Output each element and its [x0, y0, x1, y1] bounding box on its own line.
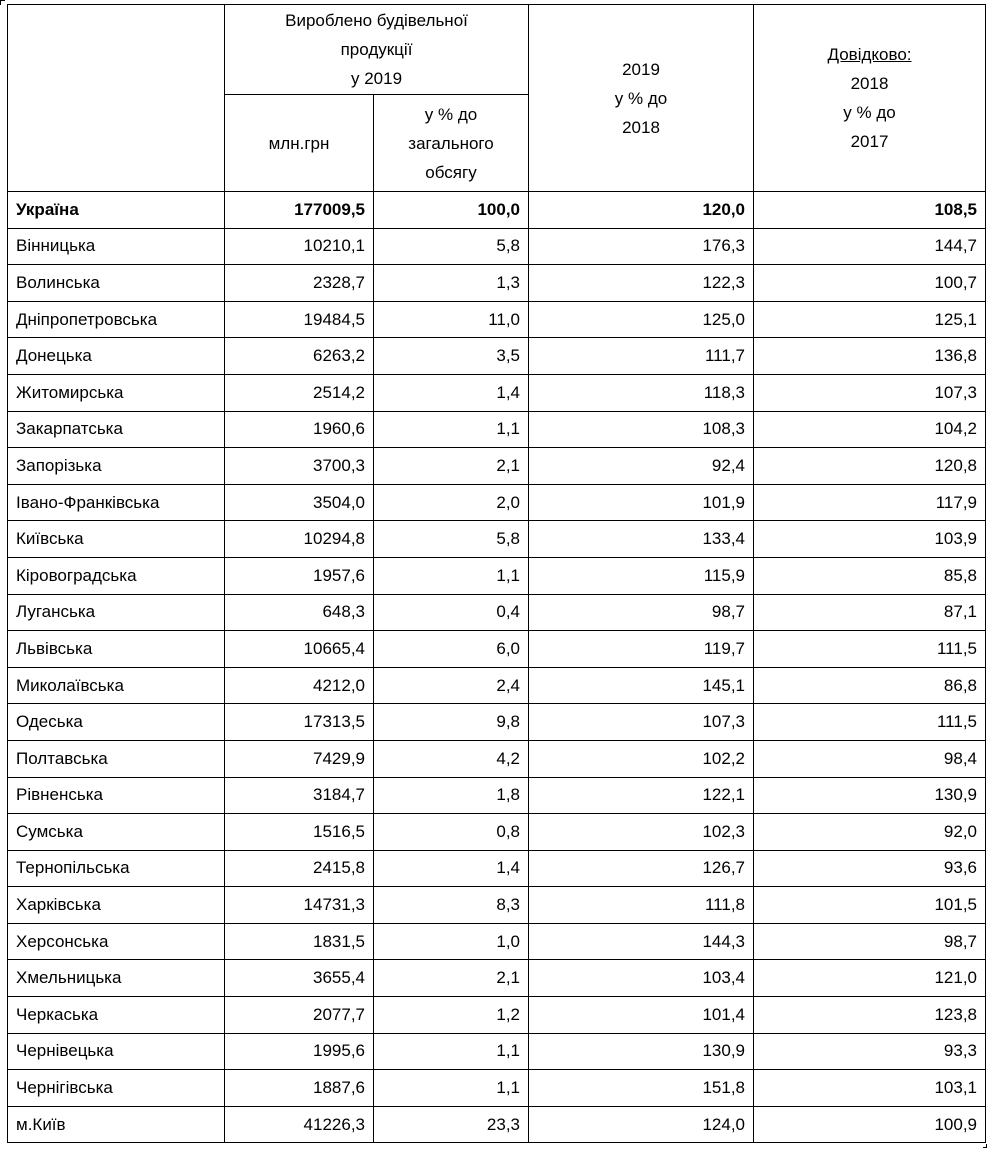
mln-value-cell: 10294,8: [225, 521, 374, 558]
y2019-value-cell: 122,3: [529, 265, 754, 302]
y2018-value-cell: 107,3: [754, 374, 986, 411]
table-row: [8, 265, 986, 302]
y2019-value-cell: 122,1: [529, 777, 754, 814]
y2019-value-cell: 102,3: [529, 814, 754, 851]
y2019-value-cell: 120,0: [529, 192, 754, 229]
mln-value-cell: 10665,4: [225, 631, 374, 668]
region-name-cell: Херсонська: [8, 923, 225, 960]
table-row: [8, 850, 986, 887]
table-row: [8, 557, 986, 594]
share-value-cell: 100,0: [374, 192, 529, 229]
share-value-cell: 0,4: [374, 594, 529, 631]
table-row: [8, 594, 986, 631]
mln-header: [225, 95, 374, 192]
mln-value-cell: 41226,3: [225, 1106, 374, 1143]
share-value-cell: 4,2: [374, 740, 529, 777]
produced-header-line: продукції: [340, 40, 413, 59]
share-value-cell: 2,0: [374, 484, 529, 521]
table-row-total: [8, 192, 986, 229]
y2018-value-cell: 144,7: [754, 228, 986, 265]
region-name-cell: Житомирська: [8, 374, 225, 411]
table-row: [8, 667, 986, 704]
table-row: [8, 448, 986, 485]
share-value-cell: 1,8: [374, 777, 529, 814]
table-row: [8, 923, 986, 960]
mln-value-cell: 3504,0: [225, 484, 374, 521]
y2018-value-cell: 87,1: [754, 594, 986, 631]
table-row: [8, 228, 986, 265]
reference-header-line: 2017: [850, 132, 889, 151]
y2018-value-cell: 86,8: [754, 667, 986, 704]
produced-header-line: Вироблено будівельної: [285, 11, 468, 30]
mln-header-label: млн.грн: [268, 133, 330, 153]
y2019-header-line: 2019: [622, 59, 660, 79]
y2019-value-cell: 101,4: [529, 997, 754, 1034]
y2018-value-cell: 108,5: [754, 192, 986, 229]
share-value-cell: 6,0: [374, 631, 529, 668]
mln-value-cell: 17313,5: [225, 704, 374, 741]
region-header-cell: [8, 5, 225, 192]
y2018-value-cell: 111,5: [754, 631, 986, 668]
reference-header-line: у % до: [843, 103, 896, 122]
y2019-value-cell: 176,3: [529, 228, 754, 265]
y2019-value-cell: 92,4: [529, 448, 754, 485]
y2019-value-cell: 115,9: [529, 557, 754, 594]
region-name-cell: Луганська: [8, 594, 225, 631]
resize-handle[interactable]: [983, 1144, 987, 1148]
region-name-cell: Сумська: [8, 814, 225, 851]
share-value-cell: 2,4: [374, 667, 529, 704]
region-name-cell: Вінницька: [8, 228, 225, 265]
y2018-value-cell: 125,1: [754, 301, 986, 338]
share-value-cell: 2,1: [374, 448, 529, 485]
share-value-cell: 5,8: [374, 228, 529, 265]
share-header: [374, 95, 529, 192]
y2019-value-cell: 130,9: [529, 1033, 754, 1070]
share-value-cell: 1,0: [374, 923, 529, 960]
share-value-cell: 1,3: [374, 265, 529, 302]
share-value-cell: 11,0: [374, 301, 529, 338]
y2019-value-cell: 108,3: [529, 411, 754, 448]
mln-value-cell: 2415,8: [225, 850, 374, 887]
table-row: [8, 484, 986, 521]
reference-header-line: 2018: [850, 74, 889, 93]
region-name-cell: Харківська: [8, 887, 225, 924]
y2018-value-cell: 123,8: [754, 997, 986, 1034]
share-value-cell: 1,1: [374, 557, 529, 594]
y2019-value-cell: 125,0: [529, 301, 754, 338]
reference-header-title: Довідково:: [827, 45, 912, 64]
y2018-value-cell: 111,5: [754, 704, 986, 741]
region-name-cell: Донецька: [8, 338, 225, 375]
mln-value-cell: 7429,9: [225, 740, 374, 777]
y2019-value-cell: 107,3: [529, 704, 754, 741]
table-row: [8, 301, 986, 338]
share-value-cell: 1,2: [374, 997, 529, 1034]
share-header-line: обсягу: [425, 162, 477, 182]
y2019-value-cell: 124,0: [529, 1106, 754, 1143]
table-row: [8, 777, 986, 814]
table-row: [8, 997, 986, 1034]
share-value-cell: 8,3: [374, 887, 529, 924]
region-name-cell: Івано-Франківська: [8, 484, 225, 521]
share-value-cell: 23,3: [374, 1106, 529, 1143]
y2019-header-line: у % до: [614, 88, 668, 108]
y2018-value-cell: 104,2: [754, 411, 986, 448]
region-name-cell: Хмельницька: [8, 960, 225, 997]
region-name-cell: м.Київ: [8, 1106, 225, 1143]
y2019-value-cell: 119,7: [529, 631, 754, 668]
region-name-cell: Волинська: [8, 265, 225, 302]
share-value-cell: 9,8: [374, 704, 529, 741]
table-row: [8, 740, 986, 777]
region-name-cell: Черкаська: [8, 997, 225, 1034]
mln-value-cell: 1960,6: [225, 411, 374, 448]
y2018-value-cell: 93,6: [754, 850, 986, 887]
reference-header: [754, 5, 986, 192]
share-header-line: у % до: [424, 104, 478, 124]
mln-value-cell: 1831,5: [225, 923, 374, 960]
mln-value-cell: 14731,3: [225, 887, 374, 924]
table-row: [8, 338, 986, 375]
mln-value-cell: 3184,7: [225, 777, 374, 814]
region-name-cell: Запорізька: [8, 448, 225, 485]
mln-value-cell: 177009,5: [225, 192, 374, 229]
region-name-cell: Рівненська: [8, 777, 225, 814]
y2019-value-cell: 101,9: [529, 484, 754, 521]
table-row: [8, 887, 986, 924]
share-value-cell: 0,8: [374, 814, 529, 851]
region-name-cell: Львівська: [8, 631, 225, 668]
share-value-cell: 1,1: [374, 411, 529, 448]
region-name-cell: Полтавська: [8, 740, 225, 777]
table-row: [8, 411, 986, 448]
mln-value-cell: 1887,6: [225, 1070, 374, 1107]
mln-value-cell: 3700,3: [225, 448, 374, 485]
y2019-value-cell: 151,8: [529, 1070, 754, 1107]
mln-value-cell: 1995,6: [225, 1033, 374, 1070]
mln-value-cell: 1516,5: [225, 814, 374, 851]
region-name-cell: Кіровоградська: [8, 557, 225, 594]
y2019-value-cell: 102,2: [529, 740, 754, 777]
y2019-value-cell: 145,1: [529, 667, 754, 704]
table-row: [8, 521, 986, 558]
y2018-value-cell: 92,0: [754, 814, 986, 851]
share-value-cell: 1,4: [374, 850, 529, 887]
y2019-value-cell: 133,4: [529, 521, 754, 558]
table-row: [8, 814, 986, 851]
y2018-value-cell: 85,8: [754, 557, 986, 594]
mln-value-cell: 1957,6: [225, 557, 374, 594]
y2019-value-cell: 126,7: [529, 850, 754, 887]
y2018-value-cell: 103,1: [754, 1070, 986, 1107]
y2018-value-cell: 121,0: [754, 960, 986, 997]
y2018-value-cell: 103,9: [754, 521, 986, 558]
mln-value-cell: 10210,1: [225, 228, 374, 265]
share-value-cell: 1,1: [374, 1033, 529, 1070]
share-value-cell: 1,1: [374, 1070, 529, 1107]
table-row: [8, 704, 986, 741]
region-name-cell: Миколаївська: [8, 667, 225, 704]
y2018-value-cell: 98,4: [754, 740, 986, 777]
region-name-cell: Одеська: [8, 704, 225, 741]
table-row: [8, 1070, 986, 1107]
share-value-cell: 1,4: [374, 374, 529, 411]
y2019-value-cell: 111,7: [529, 338, 754, 375]
region-name-cell: Тернопільська: [8, 850, 225, 887]
produced-header-line: у 2019: [350, 69, 403, 88]
share-value-cell: 3,5: [374, 338, 529, 375]
table-row: [8, 1106, 986, 1143]
table-row: [8, 1033, 986, 1070]
table-row: [8, 374, 986, 411]
region-name-cell: Чернівецька: [8, 1033, 225, 1070]
y2018-value-cell: 100,7: [754, 265, 986, 302]
y2019-header: [529, 5, 754, 192]
mln-value-cell: 2328,7: [225, 265, 374, 302]
produced-header: [225, 5, 529, 95]
y2019-value-cell: 118,3: [529, 374, 754, 411]
mln-value-cell: 2514,2: [225, 374, 374, 411]
y2018-value-cell: 98,7: [754, 923, 986, 960]
region-name-cell: Київська: [8, 521, 225, 558]
table-row: [8, 631, 986, 668]
region-name-cell: Чернігівська: [8, 1070, 225, 1107]
y2018-value-cell: 136,8: [754, 338, 986, 375]
mln-value-cell: 3655,4: [225, 960, 374, 997]
y2019-header-line: 2018: [622, 117, 660, 137]
y2018-value-cell: 117,9: [754, 484, 986, 521]
y2018-value-cell: 120,8: [754, 448, 986, 485]
selection-corner-mark: [0, 0, 5, 5]
construction-output-table: [7, 4, 986, 1143]
region-name-cell: Дніпропетровська: [8, 301, 225, 338]
mln-value-cell: 19484,5: [225, 301, 374, 338]
y2019-value-cell: 144,3: [529, 923, 754, 960]
region-name-cell: Україна: [8, 192, 225, 229]
mln-value-cell: 648,3: [225, 594, 374, 631]
share-value-cell: 2,1: [374, 960, 529, 997]
y2019-value-cell: 103,4: [529, 960, 754, 997]
table-body: [8, 192, 986, 1143]
mln-value-cell: 6263,2: [225, 338, 374, 375]
region-name-cell: Закарпатська: [8, 411, 225, 448]
mln-value-cell: 4212,0: [225, 667, 374, 704]
header-row-top: [8, 5, 986, 95]
y2019-value-cell: 111,8: [529, 887, 754, 924]
table-row: [8, 960, 986, 997]
y2018-value-cell: 100,9: [754, 1106, 986, 1143]
share-value-cell: 5,8: [374, 521, 529, 558]
y2018-value-cell: 101,5: [754, 887, 986, 924]
mln-value-cell: 2077,7: [225, 997, 374, 1034]
y2019-value-cell: 98,7: [529, 594, 754, 631]
y2018-value-cell: 93,3: [754, 1033, 986, 1070]
share-header-line: загального: [408, 133, 494, 153]
y2018-value-cell: 130,9: [754, 777, 986, 814]
